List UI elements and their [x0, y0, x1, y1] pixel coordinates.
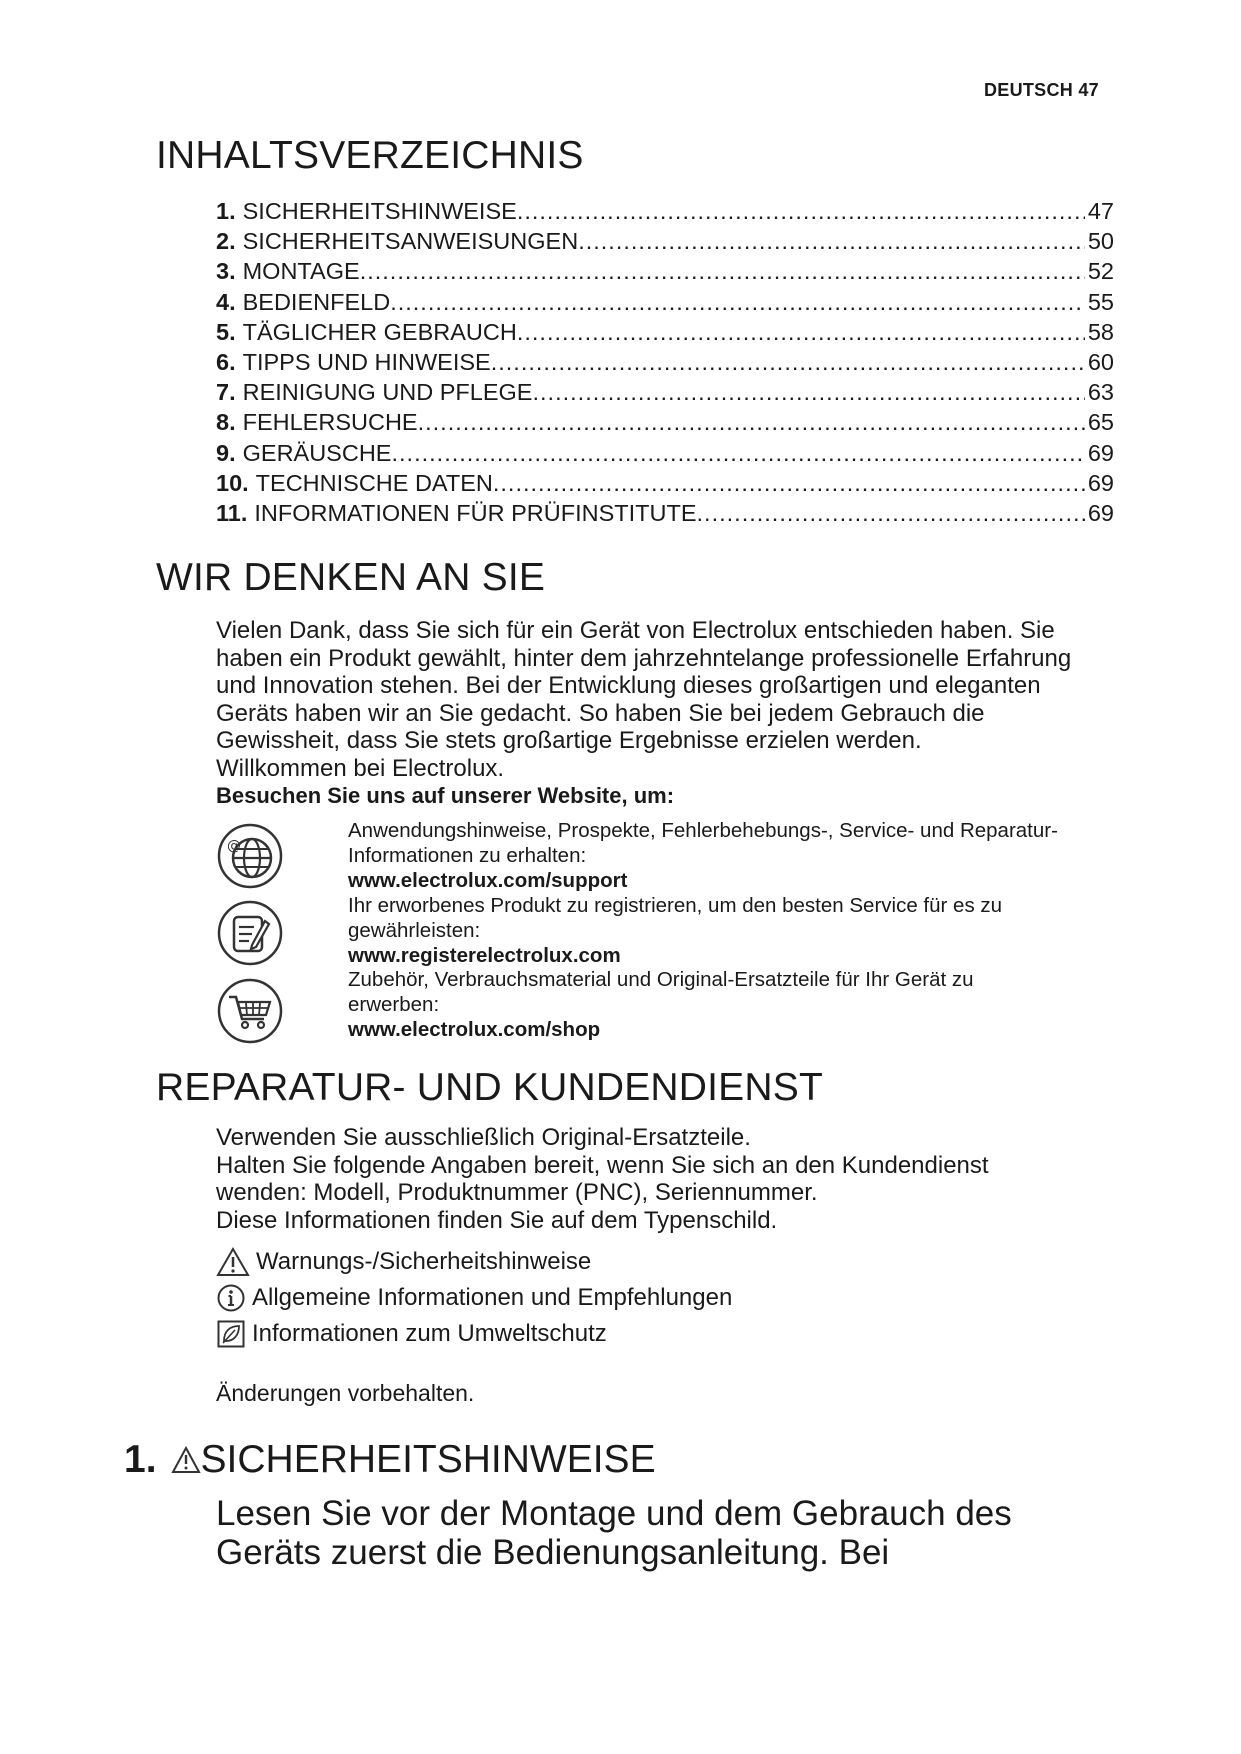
wir-denken-body — [216, 617, 1126, 810]
legend-label: Warnungs-/Sicherheitshinweise — [256, 1248, 592, 1275]
service-text — [348, 967, 1138, 1042]
toc-entry-title: SICHERHEITSHINWEISE — [242, 198, 517, 224]
legend-label: Informationen zum Umweltschutz — [252, 1320, 607, 1347]
toc-entry-number: 7. — [216, 379, 236, 406]
toc-entry-page: 69 — [1087, 439, 1114, 466]
toc-entry-title: FEHLERSUCHE — [242, 409, 418, 436]
toc-entry[interactable] — [216, 407, 1114, 437]
environment-icon — [216, 1319, 246, 1349]
shop-link[interactable]: www.electrolux.com/shop — [348, 1018, 601, 1041]
body-line: haben ein Produkt gewählt, hinter dem jahrzehntelange professionelle Erfahrung — [216, 644, 1072, 672]
toc-entry-number: 5. — [216, 318, 236, 345]
toc-entry-title: REINIGUNG UND PFLEGE — [242, 379, 533, 406]
toc-entry[interactable] — [216, 226, 1114, 256]
change-note: Änderungen vorbehalten. — [216, 1380, 475, 1406]
toc-leader — [517, 317, 1085, 347]
toc-leader — [390, 287, 1085, 317]
toc-leader — [697, 498, 1085, 528]
toc-leader — [578, 226, 1085, 256]
toc-entry-title: MONTAGE — [242, 258, 360, 285]
reparatur-title: REPARATUR- UND KUNDENDIENST — [156, 1066, 823, 1109]
toc-entry-number: 2. — [216, 228, 236, 255]
body-line: Gewissheit, dass Sie stets großartige Ergebnisse erzielen werden. — [216, 727, 922, 754]
visit-website-heading: Besuchen Sie uns auf unserer Website, um: — [216, 783, 675, 808]
toc-entry-title: TÄGLICHER GEBRAUCH — [242, 318, 517, 345]
toc-entry-page: 69 — [1087, 499, 1114, 526]
toc-entry-page: 55 — [1087, 288, 1114, 315]
service-desc: Zubehör, Verbrauchsmaterial und Original-Ersatzteile für Ihr Gerät zu — [348, 968, 974, 991]
warning-icon — [171, 1446, 201, 1474]
section-title: SICHERHEITSHINWEISE — [200, 1438, 656, 1481]
toc-entry-number: 1. — [216, 198, 236, 224]
section-number: 1. — [124, 1438, 157, 1481]
toc-entry-number: 11. — [216, 499, 248, 526]
legend-label: Allgemeine Informationen und Empfehlungen — [252, 1284, 733, 1311]
toc-entry[interactable] — [216, 256, 1114, 286]
legend-item — [216, 1316, 916, 1352]
reparatur-body — [216, 1124, 1116, 1234]
toc-entry-page: 60 — [1087, 348, 1114, 375]
support-link[interactable]: www.electrolux.com/support — [348, 869, 628, 892]
service-desc: Informationen zu erhalten: — [348, 844, 587, 867]
toc-leader — [360, 256, 1085, 286]
body-line: und Innovation stehen. Bei der Entwicklung dieses großartigen und eleganten — [216, 672, 1041, 699]
table-of-contents — [216, 196, 1114, 528]
toc-entry[interactable] — [216, 287, 1114, 317]
toc-entry-page: 63 — [1087, 379, 1114, 406]
toc-entry-title: TECHNISCHE DATEN — [255, 469, 493, 496]
svg-text:@: @ — [227, 838, 241, 854]
page-header: DEUTSCH 47 — [983, 80, 1099, 100]
toc-leader — [391, 438, 1084, 468]
toc-entry-title: INFORMATIONEN FÜR PRÜFINSTITUTE — [254, 499, 697, 526]
toc-entry[interactable] — [216, 347, 1114, 377]
cart-icon — [216, 977, 284, 1045]
body-line: Willkommen bei Electrolux. — [216, 754, 505, 782]
toc-entry[interactable] — [216, 317, 1114, 347]
toc-entry-number: 4. — [216, 288, 236, 315]
toc-entry-title: TIPPS UND HINWEISE — [242, 348, 491, 375]
toc-entry[interactable] — [216, 468, 1114, 498]
toc-entry[interactable] — [216, 498, 1114, 528]
toc-entry-number: 9. — [216, 439, 236, 466]
toc-leader — [517, 196, 1085, 226]
service-desc: erwerben: — [348, 993, 440, 1016]
warning-icon — [216, 1247, 250, 1277]
register-link[interactable]: www.registerelectrolux.com — [348, 944, 621, 967]
service-desc: gewährleisten: — [348, 919, 481, 942]
body-line: Vielen Dank, dass Sie sich für ein Gerät von Electrolux entschieden haben. Sie — [216, 617, 1055, 644]
toc-entry-number: 8. — [216, 409, 236, 436]
wir-denken-title: WIR DENKEN AN SIE — [156, 556, 546, 599]
service-desc: Ihr erworbenes Produkt zu registrieren, um den besten Service für es zu — [348, 894, 1003, 917]
service-desc: Anwendungshinweise, Prospekte, Fehlerbehebungs-, Service- und Reparatur- — [348, 819, 1058, 842]
toc-entry[interactable] — [216, 438, 1114, 468]
body-line: Lesen Sie vor der Montage und dem Gebrauch des — [216, 1494, 1012, 1533]
toc-entry-title: SICHERHEITSANWEISUNGEN — [242, 228, 579, 255]
info-icon — [216, 1283, 246, 1313]
toc-entry-number: 3. — [216, 258, 236, 285]
legend-item — [216, 1280, 916, 1316]
toc-leader — [418, 407, 1085, 437]
body-line: Geräts haben wir an Sie gedacht. So haben Sie bei jedem Gebrauch die — [216, 699, 985, 727]
toc-entry[interactable] — [216, 196, 1114, 226]
body-line: wenden: Modell, Produktnummer (PNC), Seriennummer. — [216, 1179, 818, 1207]
service-text — [348, 893, 1138, 968]
body-line: Geräts zuerst die Bedienungsanleitung. Bei — [216, 1533, 890, 1572]
toc-entry-page: 50 — [1087, 228, 1114, 255]
toc-entry-title: GERÄUSCHE — [242, 439, 392, 466]
toc-entry-page: 65 — [1087, 409, 1114, 436]
legend-item — [216, 1244, 916, 1280]
toc-entry-number: 6. — [216, 348, 236, 375]
symbol-legend — [216, 1244, 916, 1352]
toc-entry-page: 47 — [1087, 198, 1114, 224]
body-line: Halten Sie folgende Angaben bereit, wenn Sie sich an den Kundendienst — [216, 1151, 989, 1179]
section-1-heading — [124, 1438, 656, 1482]
section-1-body — [216, 1494, 1116, 1572]
toc-entry-page: 69 — [1087, 469, 1114, 496]
service-text — [348, 818, 1138, 893]
globe-icon — [216, 822, 284, 890]
toc-leader — [491, 347, 1085, 377]
toc-entry-number: 10. — [216, 469, 249, 496]
toc-entry-title: BEDIENFELD — [242, 288, 391, 315]
toc-entry-page: 58 — [1087, 318, 1114, 345]
toc-leader — [493, 468, 1085, 498]
toc-leader — [532, 377, 1084, 407]
body-line: Diese Informationen finden Sie auf dem Typenschild. — [216, 1206, 778, 1234]
toc-title: INHALTSVERZEICHNIS — [156, 134, 584, 177]
toc-entry-page: 52 — [1087, 258, 1114, 285]
body-line: Verwenden Sie ausschließlich Original-Ersatzteile. — [216, 1124, 751, 1151]
register-icon — [216, 899, 284, 967]
toc-entry[interactable] — [216, 377, 1114, 407]
